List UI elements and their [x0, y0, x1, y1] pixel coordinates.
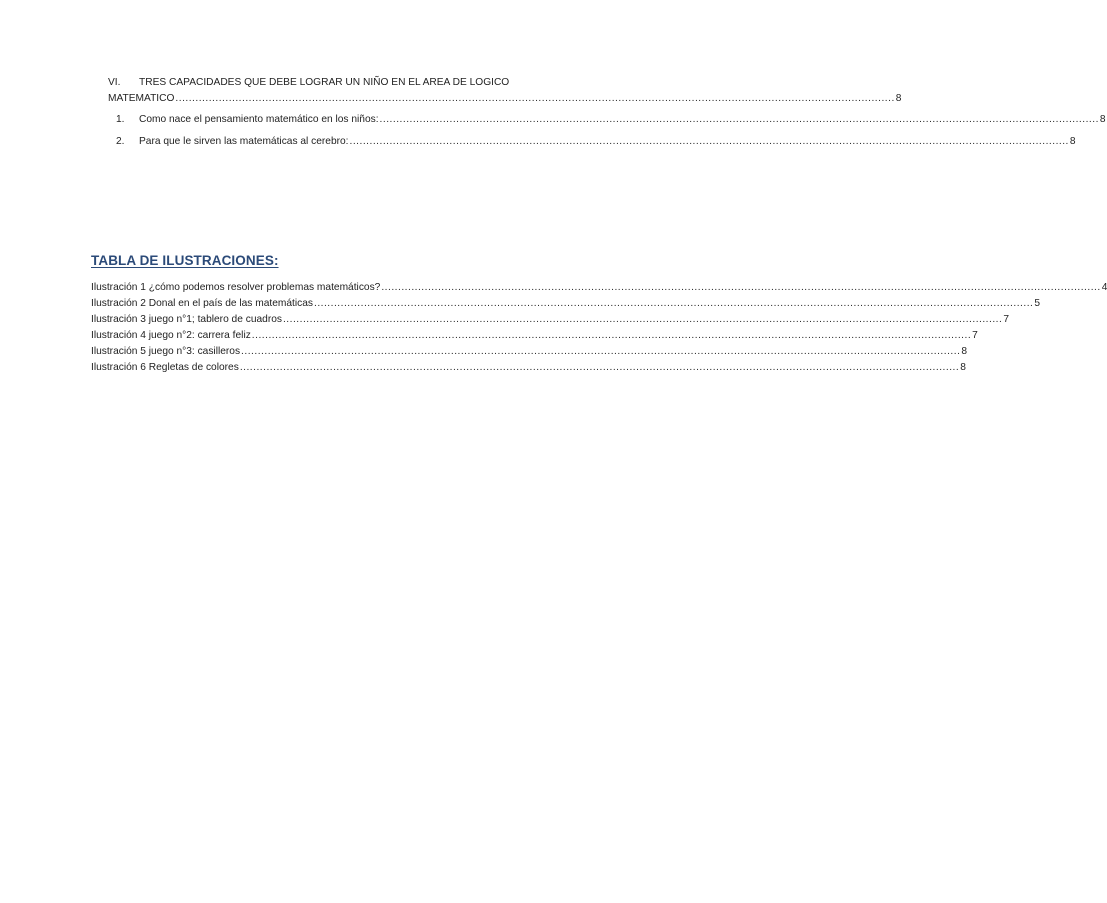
illustration-page-number: 8 — [960, 362, 966, 373]
illustration-page-number: 4 — [1101, 282, 1107, 293]
dot-leader: ........................................................................................................................................................................................................................ — [313, 298, 1034, 309]
illustration-entry-6[interactable] — [91, 361, 966, 374]
dot-leader: ........................................................................................................................................................................................................................ — [282, 314, 1003, 325]
illustration-entry-4[interactable] — [91, 329, 978, 342]
dot-leader: ........................................................................................................................................................................................................................ — [175, 93, 895, 104]
dot-leader: ........................................................................................................................................................................................................................ — [251, 330, 972, 341]
illustration-page-number: 5 — [1034, 298, 1041, 309]
illustration-text: Ilustración 6 Regletas de colores — [91, 362, 239, 373]
toc-section-vi-number: VI. — [108, 77, 121, 88]
toc-subitem-text: Como nace el pensamiento matemático en los niños: — [139, 114, 379, 125]
illustration-text: Ilustración 3 juego n°1; tablero de cuadros — [91, 314, 282, 325]
dot-leader: ........................................................................................................................................................................................................................ — [349, 136, 1069, 147]
illustration-entry-3[interactable] — [91, 313, 1010, 326]
toc-section-vi-title-line2: MATEMATICO — [108, 93, 175, 104]
illustration-text: Ilustración 1 ¿cómo podemos resolver problemas matemáticos? — [91, 282, 381, 293]
toc-subitem-text: Para que le sirven las matemáticas al cerebro: — [139, 136, 349, 147]
illustration-entry-5[interactable] — [91, 345, 968, 358]
toc-page-number: 8 — [1099, 114, 1106, 125]
illustration-entry-2[interactable] — [91, 297, 1041, 310]
dot-leader: ........................................................................................................................................................................................................................ — [379, 114, 1099, 125]
dot-leader: ........................................................................................................................................................................................................................ — [239, 362, 960, 373]
toc-entry-section-vi[interactable] — [108, 92, 902, 105]
toc-page-number: 8 — [895, 93, 902, 104]
toc-section-vi-title-line1: TRES CAPACIDADES QUE DEBE LOGRAR UN NIÑO EN EL AREA DE LOGICO — [139, 77, 510, 88]
toc-subitem-1[interactable] — [139, 113, 1106, 126]
dot-leader: ........................................................................................................................................................................................................................ — [241, 346, 961, 357]
toc-page-number: 8 — [1069, 136, 1076, 147]
illustrations-title: TABLA DE ILUSTRACIONES: — [91, 253, 279, 268]
illustration-entry-1[interactable] — [91, 281, 1107, 294]
dot-leader: ........................................................................................................................................................................................................................ — [381, 282, 1101, 293]
illustration-page-number: 7 — [1003, 314, 1010, 325]
toc-subitem-number: 2. — [116, 136, 125, 147]
illustration-text: Ilustración 5 juego n°3: casilleros — [91, 346, 241, 357]
illustration-text: Ilustración 4 juego n°2: carrera feliz — [91, 330, 251, 341]
toc-subitem-2[interactable] — [139, 135, 1076, 148]
illustration-text: Ilustración 2 Donal en el país de las matemáticas — [91, 298, 313, 309]
toc-subitem-number: 1. — [116, 114, 125, 125]
illustration-page-number: 7 — [972, 330, 978, 341]
illustration-page-number: 8 — [961, 346, 968, 357]
